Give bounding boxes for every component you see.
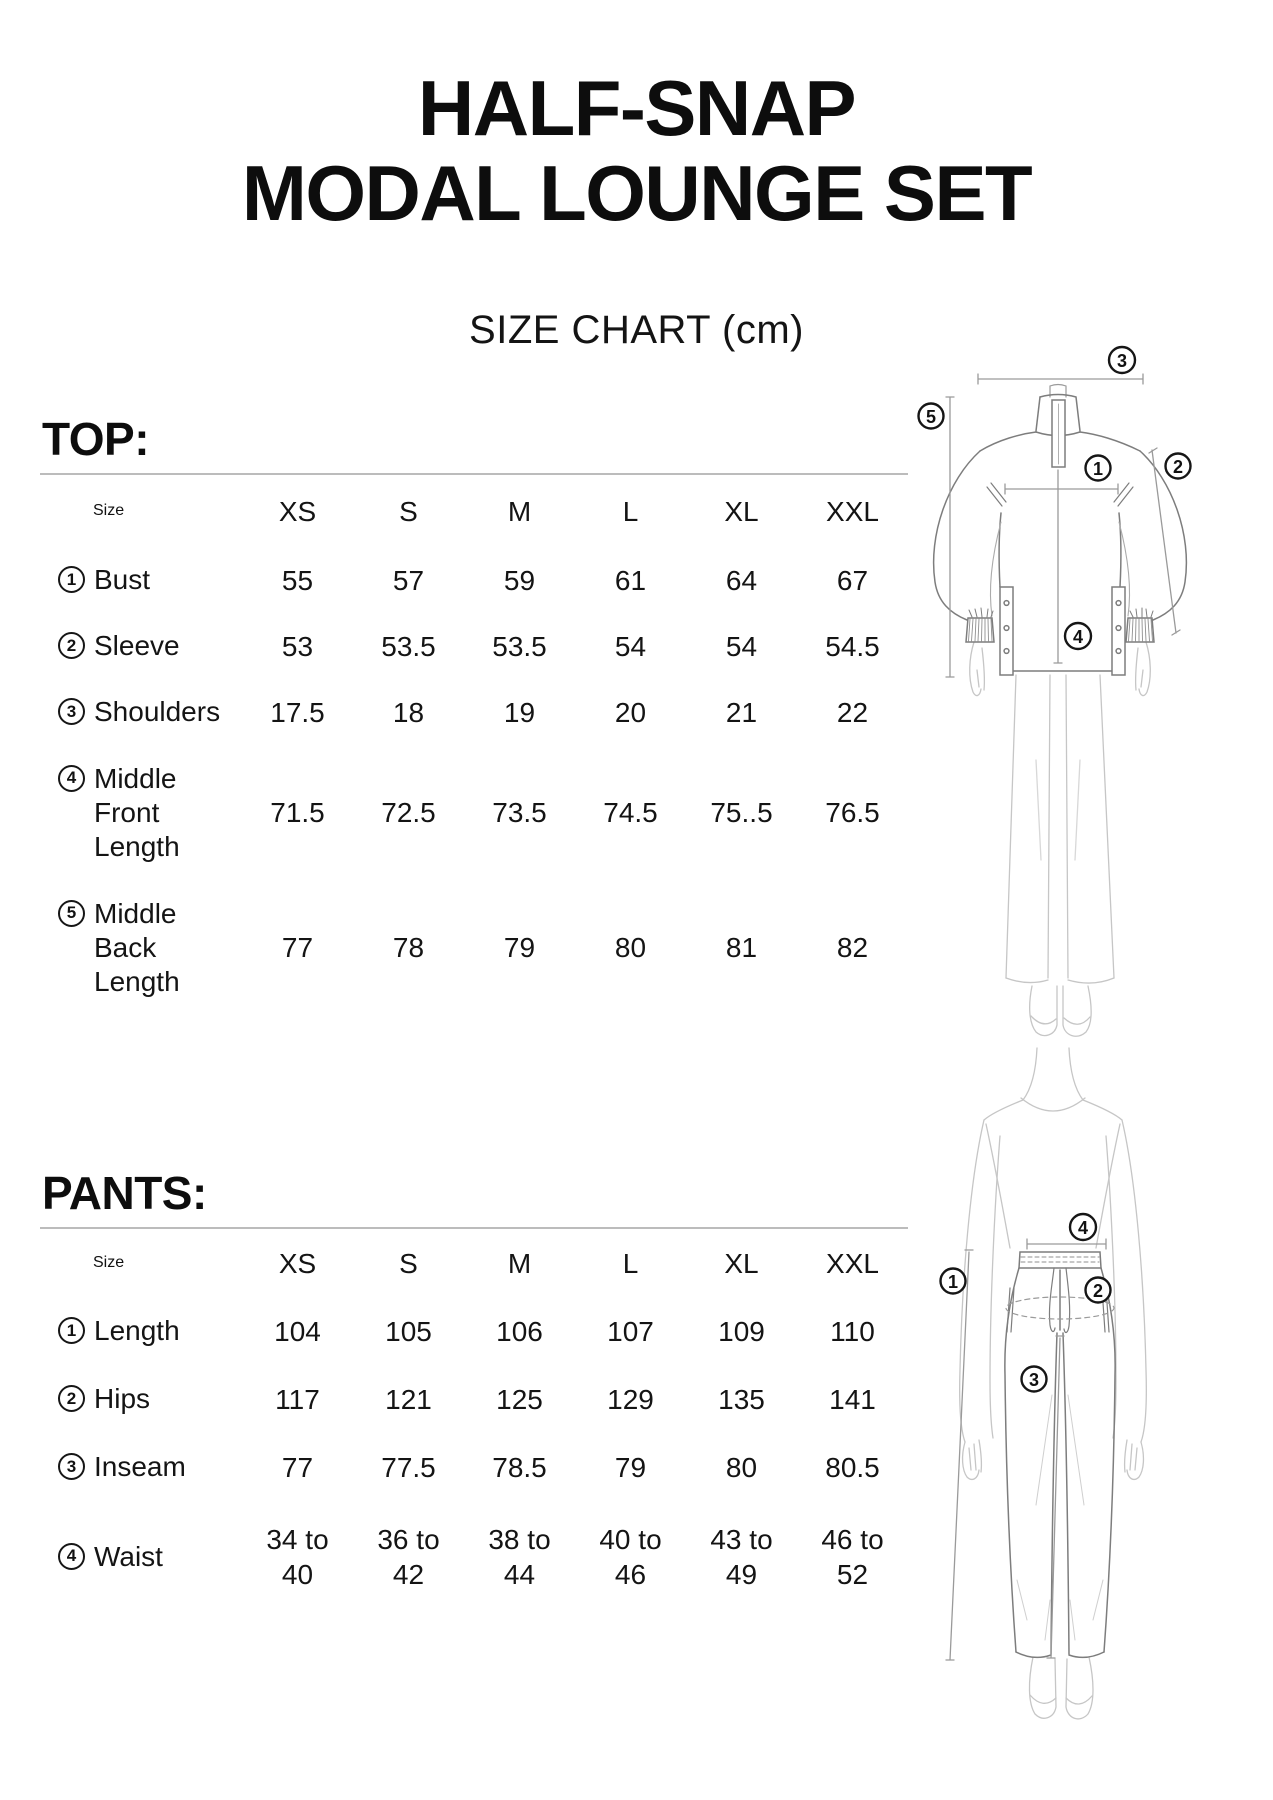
measurement-value: 74.5 [603,797,658,828]
measurement-value-cell [464,1450,575,1485]
measurement-label: Bust [94,564,151,595]
measurement-value-cell [686,795,797,830]
measurement-value: 73.5 [492,797,547,828]
callout-1-icon [941,1269,966,1294]
row-label-cell [40,563,242,597]
measurement-value: 109 [718,1315,765,1347]
header-label: S [399,495,418,527]
measurement-value: 46 to 52 [821,1523,884,1590]
circled-number-icon: 4 [58,1543,85,1570]
measurement-value: 77.5 [381,1451,436,1483]
size-header [242,494,353,529]
header-label: Size [93,1254,125,1271]
header-label: L [622,495,639,527]
row-label-cell [40,629,242,663]
measurement-value-cell [575,1450,686,1485]
table-header-row [40,1229,908,1297]
callout-2-icon [1166,454,1191,479]
svg-text:1: 1 [1092,459,1104,479]
measurement-value: 110 [830,1315,875,1347]
header-label: M [507,1247,532,1279]
measurement-value: 53 [281,630,314,662]
measurement-value: 129 [607,1383,654,1415]
measurement-value: 121 [385,1383,432,1415]
size-header [242,1246,353,1281]
measurement-value-cell [575,629,686,664]
measurement-value: 54 [725,630,758,662]
measurement-value: 55 [281,564,314,596]
page-title [0,66,1273,236]
measurement-value: 107 [607,1315,654,1347]
row-label-cell [40,1382,242,1416]
callout-2-icon [1086,1278,1111,1303]
measurement-value-cell [464,629,575,664]
measurement-value: 43 to 49 [710,1523,773,1590]
measurement-value-cell [353,1450,464,1485]
measurement-value: 82 [836,932,869,963]
top-callouts [919,347,1191,649]
measurement-value-cell [686,629,797,664]
header-label: XXL [826,1247,879,1279]
measurement-value: 78.5 [492,1451,547,1483]
circled-number-icon: 2 [58,1385,85,1412]
size-header [353,494,464,529]
measurement-value: 105 [385,1315,432,1347]
body-outline [970,642,1151,1036]
measurement-value: 77 [281,1451,314,1483]
table-row [40,1365,908,1433]
page-title-line2: MODAL LOUNGE SET [241,149,1032,237]
size-header [575,494,686,529]
measurement-value-cell [242,563,353,598]
measurement-value: 135 [718,1383,765,1415]
measurement-value: 106 [496,1315,543,1347]
svg-text:2: 2 [1092,1281,1104,1301]
row-label-cell [40,762,242,864]
row-label-cell [40,1314,242,1348]
callout-3-icon [1022,1367,1047,1392]
size-header [464,494,575,529]
measurement-value: 71.5 [270,797,325,828]
measurement-value: 125 [496,1383,543,1415]
measurement-lines [946,1239,1114,1660]
measurement-value: 141 [829,1383,876,1415]
body-outline [960,1048,1147,1719]
circled-number-icon: 4 [58,765,85,792]
pants-section-heading: PANTS: [42,1167,207,1219]
measurement-value-cell [686,695,797,730]
measurement-value-cell [575,795,686,830]
header-label: XXL [826,495,879,527]
measurement-value-cell [242,1314,353,1349]
measurement-value: 64 [725,564,758,596]
callout-4-icon [1070,1214,1096,1240]
callout-5-icon [919,404,944,429]
measurement-value-cell [464,930,575,965]
measurement-value-cell [686,1314,797,1349]
measurement-value-cell [242,1522,353,1592]
measurement-value-cell [242,629,353,664]
measurement-label: Shoulders [94,696,221,727]
circled-number-icon: 3 [58,698,85,725]
measurement-value: 80 [725,1451,758,1483]
svg-text:3: 3 [1116,351,1128,371]
measurement-value: 79 [614,1451,647,1483]
top-size-table [40,473,908,1015]
circled-number-icon: 1 [58,1317,85,1344]
measurement-value-cell [686,930,797,965]
measurement-label: Sleeve [94,630,180,661]
measurement-value: 57 [392,564,425,596]
measurement-label: Middle Front Length [94,762,180,862]
measurement-value-cell [464,1382,575,1417]
measurement-value-cell [242,695,353,730]
svg-text:3: 3 [1028,1370,1040,1390]
measurement-value: 72.5 [381,797,436,828]
measurement-value: 38 to 44 [488,1523,551,1590]
svg-text:2: 2 [1172,457,1184,477]
measurement-value: 34 to 40 [266,1523,329,1590]
measurement-value: 40 to 46 [599,1523,662,1590]
measurement-value: 18 [392,696,425,728]
size-header [575,1246,686,1281]
measurement-value: 104 [274,1315,321,1347]
pants-size-table [40,1227,908,1612]
callout-3-icon [1109,347,1135,373]
measurement-value: 19 [503,696,536,728]
table-row [40,547,908,613]
measurement-label: Length [94,1315,180,1346]
header-label: S [399,1247,418,1279]
measurement-value-cell [464,695,575,730]
size-header [464,1246,575,1281]
callout-1-icon [1086,456,1111,481]
table-row [40,679,908,745]
measurement-value: 76.5 [825,797,880,828]
header-label: Size [93,502,125,519]
measurement-value-cell [353,1314,464,1349]
measurement-value-cell [686,1450,797,1485]
measurement-value: 22 [836,696,869,728]
size-column-header [40,1254,242,1272]
measurement-value: 67 [836,564,869,596]
measurement-label: Hips [94,1383,151,1414]
measurement-value: 20 [614,696,647,728]
measurement-value-cell [575,930,686,965]
measurement-value-cell [242,1450,353,1485]
size-header [686,1246,797,1281]
measurement-value: 54.5 [825,630,880,662]
table-row [40,1433,908,1501]
measurement-value: 80 [614,932,647,963]
measurement-value-cell [464,1314,575,1349]
svg-text:5: 5 [925,407,937,427]
measurement-value-cell [353,930,464,965]
measurement-value: 77 [281,932,314,963]
measurement-value: 78 [392,932,425,963]
measurement-value: 53.5 [381,630,436,662]
circled-number-icon: 2 [58,632,85,659]
header-label: L [622,1247,639,1279]
page-title-line1: HALF-SNAP [417,64,856,152]
measurement-value: 79 [503,932,536,963]
half-snap-top-outline [934,385,1187,676]
table-row [40,1501,908,1612]
header-label: XL [724,495,759,527]
measurement-value-cell [686,563,797,598]
measurement-value: 59 [503,564,536,596]
row-label-cell [40,1450,242,1484]
measurement-value-cell [242,1382,353,1417]
header-label: XL [724,1247,759,1279]
top-garment-illustration [840,330,1260,1060]
row-label-cell [40,897,242,999]
measurement-value-cell [353,629,464,664]
header-label: XS [278,1247,317,1279]
top-section-heading: TOP: [42,413,150,465]
size-chart-subtitle: SIZE CHART (cm) [469,308,804,352]
measurement-value-cell [464,795,575,830]
circled-number-icon: 3 [58,1453,85,1480]
measurement-value: 54 [614,630,647,662]
size-header [353,1246,464,1281]
row-label-cell [40,1540,242,1574]
table-row [40,1297,908,1365]
measurement-label: Middle Back Length [94,897,180,997]
circled-number-icon: 1 [58,566,85,593]
measurement-value-cell [686,1382,797,1417]
measurement-value: 75..5 [710,797,773,828]
measurement-label: Inseam [94,1451,186,1482]
measurement-value-cell [242,795,353,830]
measurement-value: 117 [275,1383,320,1415]
measurement-value-cell [575,1382,686,1417]
measurement-value-cell [464,1522,575,1592]
pants-outline [1005,1252,1115,1657]
svg-text:1: 1 [947,1272,959,1292]
measurement-value-cell [353,1522,464,1592]
table-row [40,745,908,880]
header-label: XS [278,495,317,527]
row-label-cell [40,695,242,729]
size-header [686,494,797,529]
measurement-value-cell [353,795,464,830]
measurement-value: 80.5 [825,1451,880,1483]
measurement-value-cell [464,563,575,598]
table-row [40,880,908,1015]
measurement-value-cell [242,930,353,965]
measurement-value: 53.5 [492,630,547,662]
measurement-label: Waist [94,1540,163,1572]
measurement-value: 21 [725,696,758,728]
table-row [40,613,908,679]
callout-4-icon [1065,623,1091,649]
measurement-value-cell [686,1522,797,1592]
svg-text:4: 4 [1077,1218,1089,1238]
measurement-value-cell [575,695,686,730]
measurement-value-cell [575,563,686,598]
measurement-value-cell [575,1314,686,1349]
measurement-value-cell [353,695,464,730]
svg-text:4: 4 [1072,627,1084,647]
pants-garment-illustration [840,1040,1260,1760]
measurement-value-cell [575,1522,686,1592]
table-header-row [40,475,908,547]
measurement-value-cell [353,563,464,598]
measurement-value: 81 [725,932,758,963]
circled-number-icon: 5 [58,900,85,927]
measurement-value: 36 to 42 [377,1523,440,1590]
measurement-value: 17.5 [270,696,325,728]
header-label: M [507,495,532,527]
measurement-value-cell [353,1382,464,1417]
measurement-value: 61 [614,564,647,596]
size-column-header [40,502,242,520]
